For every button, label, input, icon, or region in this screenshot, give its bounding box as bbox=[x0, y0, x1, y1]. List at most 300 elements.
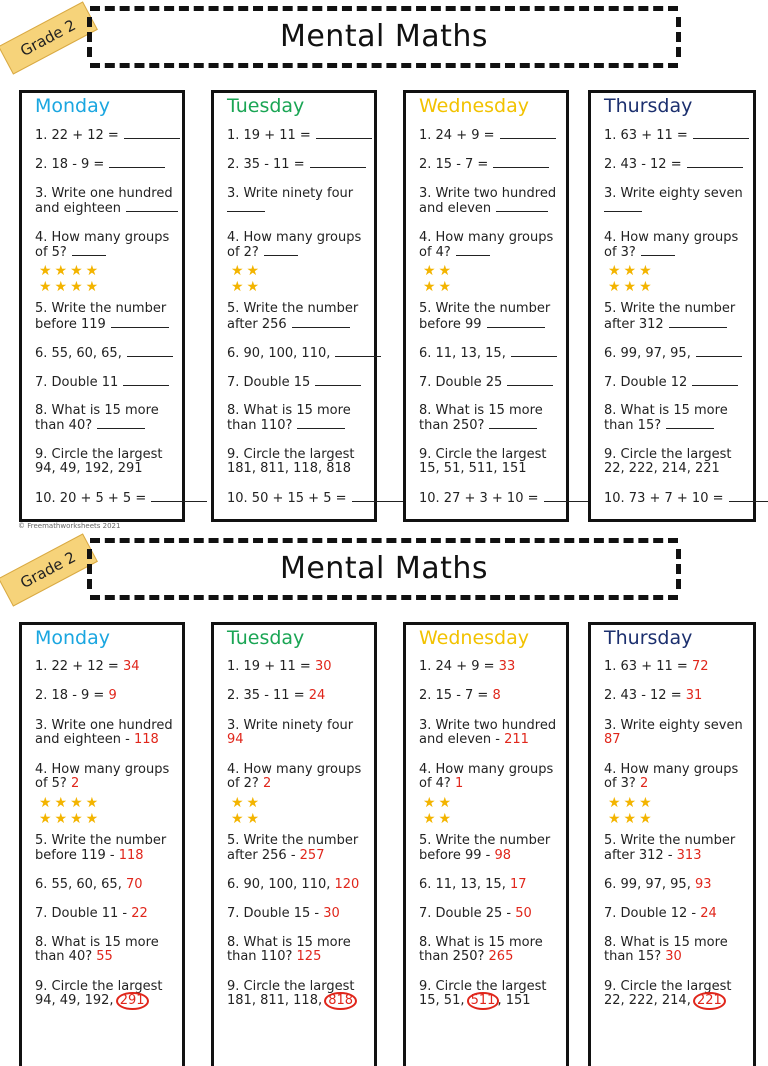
star-group-icon: ★★★★ bbox=[39, 795, 102, 811]
question-text: after 312 bbox=[604, 317, 664, 332]
answer-blank[interactable] bbox=[604, 200, 642, 212]
answer-line bbox=[35, 935, 159, 950]
question-text: than 250? bbox=[419, 949, 489, 964]
question-line bbox=[604, 490, 768, 506]
answer-value: 265 bbox=[488, 949, 514, 964]
question-text: 9. Circle the largest bbox=[227, 447, 355, 462]
star-group-icon: ★★★ bbox=[608, 795, 655, 811]
question-text: 10. 73 + 7 + 10 = bbox=[604, 491, 724, 506]
answer-line bbox=[419, 688, 501, 703]
question-text: 4. How many groups bbox=[35, 762, 170, 777]
question-line bbox=[35, 127, 180, 143]
question-text: of 3? bbox=[604, 776, 640, 791]
question-text: 7. Double 15 bbox=[227, 375, 311, 390]
star-group-icon: ★★ bbox=[231, 263, 263, 279]
answer-line bbox=[419, 848, 511, 863]
star-group-icon: ★★ bbox=[231, 811, 263, 827]
question-text: 9. Circle the largest bbox=[35, 979, 163, 994]
day-heading: Tuesday bbox=[227, 627, 305, 649]
question-text: 2. 43 - 12 = bbox=[604, 157, 682, 172]
question-text: before 119 - bbox=[35, 848, 119, 863]
star-group-icon: ★★ bbox=[423, 795, 455, 811]
answer-blank[interactable] bbox=[729, 490, 768, 502]
answer-value: 55 bbox=[96, 949, 113, 964]
answer-value: 50 bbox=[515, 906, 532, 921]
question-text: 22, 222, 214, bbox=[604, 993, 695, 1008]
answer-line bbox=[604, 776, 648, 791]
question-line bbox=[227, 127, 372, 143]
answer-line bbox=[35, 993, 147, 1008]
answer-line bbox=[35, 659, 139, 674]
question-text: 1. 63 + 11 = bbox=[604, 659, 692, 674]
question-text: 5. Write the number bbox=[227, 833, 359, 848]
answer-line bbox=[227, 718, 353, 733]
answer-blank[interactable] bbox=[127, 345, 173, 357]
answer-value: 98 bbox=[494, 848, 512, 863]
answer-line bbox=[604, 993, 724, 1008]
answer-blank[interactable] bbox=[126, 200, 178, 212]
question-text: after 256 bbox=[227, 317, 287, 332]
question-text: 181, 811, 118, 818 bbox=[227, 461, 352, 476]
answer-line bbox=[604, 762, 738, 777]
star-group-icon: ★★ bbox=[423, 279, 455, 295]
question-line bbox=[604, 447, 731, 462]
answer-line bbox=[227, 877, 359, 892]
answer-line bbox=[227, 762, 361, 777]
answer-line bbox=[604, 949, 682, 964]
answer-blank[interactable] bbox=[72, 244, 106, 256]
question-text: of 5? bbox=[35, 245, 67, 260]
answer-blank[interactable] bbox=[111, 316, 169, 328]
question-text: 6. 99, 97, 95, bbox=[604, 877, 695, 892]
answer-line bbox=[604, 833, 735, 848]
question-text: 1. 63 + 11 = bbox=[604, 128, 688, 143]
answer-value: 2 bbox=[70, 776, 80, 791]
question-text: 5. Write the number bbox=[35, 301, 167, 316]
question-line bbox=[604, 230, 738, 245]
question-line bbox=[35, 186, 173, 201]
question-text: 3. Write eighty seven bbox=[604, 186, 743, 201]
question-text: 1. 22 + 12 = bbox=[35, 128, 119, 143]
day-heading: Thursday bbox=[604, 95, 693, 117]
question-text: than 110? bbox=[227, 949, 297, 964]
question-text: 3. Write one hundred bbox=[35, 718, 173, 733]
question-text: 2. 18 - 9 = bbox=[35, 688, 109, 703]
question-text: of 4? bbox=[419, 776, 455, 791]
question-line bbox=[419, 417, 537, 433]
answer-line bbox=[419, 949, 513, 964]
answer-blank[interactable] bbox=[227, 200, 265, 212]
question-line bbox=[604, 461, 720, 476]
question-text: than 15? bbox=[604, 418, 662, 433]
question-line bbox=[35, 301, 166, 316]
question-text: 1. 19 + 11 = bbox=[227, 659, 315, 674]
question-text: 7. Double 12 - bbox=[604, 906, 701, 921]
question-text: 3. Write one hundred bbox=[35, 186, 173, 201]
question-text: of 3? bbox=[604, 245, 636, 260]
answer-line bbox=[419, 877, 527, 892]
star-group-icon: ★★ bbox=[423, 811, 455, 827]
question-text: 8. What is 15 more bbox=[604, 403, 728, 418]
day-card-tuesday bbox=[211, 90, 377, 522]
question-line bbox=[227, 447, 354, 462]
day-card-thursday bbox=[588, 90, 756, 522]
question-line bbox=[35, 374, 169, 390]
question-line bbox=[35, 490, 207, 506]
question-text: 10. 50 + 15 + 5 = bbox=[227, 491, 347, 506]
answer-blank[interactable] bbox=[641, 244, 675, 256]
answer-value: 93 bbox=[694, 877, 712, 892]
question-line bbox=[604, 127, 749, 143]
answer-blank[interactable] bbox=[493, 156, 549, 168]
question-line bbox=[604, 417, 714, 433]
answer-line bbox=[35, 732, 159, 747]
question-line bbox=[419, 447, 546, 462]
star-group-icon: ★★★★ bbox=[39, 263, 102, 279]
answer-value: 313 bbox=[676, 848, 702, 863]
question-text: 7. Double 11 bbox=[35, 375, 119, 390]
day-heading: Thursday bbox=[604, 627, 693, 649]
answer-value: 211 bbox=[504, 732, 529, 747]
answer-line bbox=[227, 949, 321, 964]
question-text: and eighteen bbox=[35, 201, 122, 216]
answer-blank[interactable] bbox=[687, 156, 743, 168]
question-line bbox=[419, 186, 556, 201]
answer-value: 33 bbox=[498, 659, 516, 674]
answer-blank[interactable] bbox=[316, 127, 372, 139]
question-line bbox=[419, 374, 553, 390]
answer-value: 1 bbox=[454, 776, 464, 791]
question-text: 94, 49, 192, bbox=[35, 993, 118, 1008]
question-line bbox=[604, 403, 728, 418]
page-title: Mental Maths bbox=[279, 19, 489, 54]
question-text: after 312 - bbox=[604, 848, 677, 863]
question-line bbox=[419, 127, 556, 143]
question-line bbox=[35, 345, 173, 361]
answer-line bbox=[35, 776, 79, 791]
answer-line bbox=[35, 877, 143, 892]
question-text: 10. 27 + 3 + 10 = bbox=[419, 491, 539, 506]
day-heading: Monday bbox=[35, 627, 111, 649]
question-text: than 40? bbox=[35, 418, 93, 433]
answer-line bbox=[35, 906, 148, 921]
star-group-icon: ★★★★ bbox=[39, 811, 102, 827]
question-text: 4. How many groups bbox=[604, 230, 739, 245]
question-line bbox=[227, 186, 353, 201]
day-heading: Monday bbox=[35, 95, 111, 117]
question-text: 1. 24 + 9 = bbox=[419, 659, 499, 674]
question-line bbox=[35, 316, 169, 332]
answer-line bbox=[604, 688, 702, 703]
answer-line bbox=[419, 993, 531, 1008]
question-text: 2. 35 - 11 = bbox=[227, 157, 305, 172]
question-line bbox=[35, 403, 159, 418]
question-text: 10. 20 + 5 + 5 = bbox=[35, 491, 147, 506]
question-line bbox=[419, 200, 548, 216]
title-box bbox=[90, 538, 678, 600]
answer-line bbox=[419, 732, 529, 747]
day-heading: Tuesday bbox=[227, 95, 305, 117]
question-text: of 2? bbox=[227, 245, 259, 260]
question-line bbox=[604, 156, 743, 172]
question-text: than 250? bbox=[419, 418, 485, 433]
day-card-wednesday bbox=[403, 90, 569, 522]
day-card-monday bbox=[19, 90, 185, 522]
answer-line bbox=[227, 659, 331, 674]
answer-value: 17 bbox=[509, 877, 527, 892]
question-text-tail: , 151 bbox=[497, 993, 531, 1008]
answer-line bbox=[604, 659, 708, 674]
answer-blank[interactable] bbox=[692, 374, 738, 386]
question-text: 7. Double 15 - bbox=[227, 906, 324, 921]
question-line bbox=[35, 244, 106, 260]
answer-card-wednesday bbox=[403, 622, 569, 1066]
answer-blank[interactable] bbox=[507, 374, 553, 386]
answer-blank[interactable] bbox=[335, 345, 381, 357]
question-line bbox=[419, 316, 545, 332]
answer-blank[interactable] bbox=[123, 374, 169, 386]
answer-value: 30 bbox=[314, 659, 332, 674]
question-text: 7. Double 25 - bbox=[419, 906, 516, 921]
question-text: 6. 55, 60, 65, bbox=[35, 346, 122, 361]
question-line bbox=[419, 345, 557, 361]
answer-line bbox=[227, 833, 358, 848]
answer-blank[interactable] bbox=[456, 244, 490, 256]
answer-card-tuesday bbox=[211, 622, 377, 1066]
question-line bbox=[419, 301, 550, 316]
worksheet-answers bbox=[0, 532, 768, 1064]
question-text: 2. 18 - 9 = bbox=[35, 157, 105, 172]
question-text: 9. Circle the largest bbox=[604, 447, 732, 462]
answer-blank[interactable] bbox=[109, 156, 165, 168]
question-line bbox=[419, 230, 553, 245]
answer-value: 22 bbox=[131, 906, 148, 921]
copyright: © Freemathworksheets 2021 bbox=[18, 522, 121, 530]
answer-blank[interactable] bbox=[693, 127, 749, 139]
question-text: 8. What is 15 more bbox=[419, 935, 543, 950]
question-text: 5. Write the number bbox=[35, 833, 167, 848]
question-text: 8. What is 15 more bbox=[419, 403, 543, 418]
answer-line bbox=[227, 906, 340, 921]
star-group-icon: ★★★★ bbox=[39, 279, 102, 295]
answer-blank[interactable] bbox=[310, 156, 366, 168]
question-text: 3. Write ninety four bbox=[227, 718, 354, 733]
question-line bbox=[35, 461, 143, 476]
question-text: 6. 90, 100, 110, bbox=[227, 877, 335, 892]
answer-line bbox=[419, 906, 532, 921]
answer-blank[interactable] bbox=[97, 417, 145, 429]
question-text: 6. 55, 60, 65, bbox=[35, 877, 126, 892]
question-line bbox=[604, 244, 675, 260]
star-group-icon: ★★★ bbox=[608, 279, 655, 295]
question-text: 5. Write the number bbox=[419, 301, 551, 316]
answer-line bbox=[35, 762, 169, 777]
question-text: 8. What is 15 more bbox=[35, 403, 159, 418]
answer-line bbox=[35, 833, 166, 848]
question-text: 2. 15 - 7 = bbox=[419, 688, 493, 703]
question-text: 3. Write eighty seven bbox=[604, 718, 743, 733]
question-text: 2. 43 - 12 = bbox=[604, 688, 686, 703]
question-text: 7. Double 25 bbox=[419, 375, 503, 390]
question-text: 8. What is 15 more bbox=[227, 403, 351, 418]
question-line bbox=[419, 403, 543, 418]
answer-blank[interactable] bbox=[315, 374, 361, 386]
answer-value: 30 bbox=[665, 949, 682, 964]
question-line bbox=[604, 301, 735, 316]
answer-blank[interactable] bbox=[489, 417, 537, 429]
question-line bbox=[35, 447, 162, 462]
question-text: 3. Write ninety four bbox=[227, 186, 354, 201]
question-text: than 15? bbox=[604, 949, 666, 964]
question-text: 3. Write two hundred bbox=[419, 718, 557, 733]
question-line bbox=[227, 490, 408, 506]
question-line bbox=[419, 244, 490, 260]
question-text: 8. What is 15 more bbox=[227, 935, 351, 950]
answer-value: 257 bbox=[299, 848, 325, 863]
day-heading: Wednesday bbox=[419, 95, 530, 117]
question-text: before 119 bbox=[35, 317, 106, 332]
answer-line bbox=[227, 688, 325, 703]
question-text: 1. 19 + 11 = bbox=[227, 128, 311, 143]
question-text: 6. 11, 13, 15, bbox=[419, 877, 510, 892]
question-line bbox=[604, 316, 727, 332]
answer-line bbox=[419, 718, 556, 733]
answer-line bbox=[604, 877, 712, 892]
question-line bbox=[604, 186, 743, 201]
question-text: 5. Write the number bbox=[227, 301, 359, 316]
question-line bbox=[227, 374, 361, 390]
question-text: 9. Circle the largest bbox=[419, 447, 547, 462]
question-text: 4. How many groups bbox=[35, 230, 170, 245]
answer-blank[interactable] bbox=[500, 127, 556, 139]
question-line bbox=[35, 417, 145, 433]
question-text: 6. 99, 97, 95, bbox=[604, 346, 691, 361]
answer-blank[interactable] bbox=[487, 316, 545, 328]
answer-value: 70 bbox=[125, 877, 143, 892]
question-line bbox=[227, 461, 351, 476]
star-group-icon: ★★ bbox=[423, 263, 455, 279]
answer-line bbox=[419, 935, 543, 950]
star-group-icon: ★★ bbox=[231, 795, 263, 811]
answer-value: 30 bbox=[323, 906, 340, 921]
question-text: of 4? bbox=[419, 245, 451, 260]
answer-blank[interactable] bbox=[496, 200, 548, 212]
question-text: of 2? bbox=[227, 776, 263, 791]
question-line bbox=[419, 461, 527, 476]
question-text: 8. What is 15 more bbox=[604, 935, 728, 950]
question-text: 4. How many groups bbox=[227, 230, 362, 245]
question-line bbox=[227, 316, 350, 332]
answer-blank[interactable] bbox=[669, 316, 727, 328]
answer-value: 34 bbox=[122, 659, 140, 674]
question-text: and eleven - bbox=[419, 732, 505, 747]
question-text: 181, 811, 118, bbox=[227, 993, 327, 1008]
question-text: 1. 22 + 12 = bbox=[35, 659, 123, 674]
title-box bbox=[90, 6, 678, 68]
answer-line bbox=[419, 833, 550, 848]
answer-value: 72 bbox=[691, 659, 709, 674]
question-text: 2. 35 - 11 = bbox=[227, 688, 309, 703]
answer-value: 94 bbox=[227, 732, 244, 747]
question-text: and eighteen - bbox=[35, 732, 134, 747]
answer-line bbox=[35, 949, 113, 964]
circled-answer: 221 bbox=[693, 992, 726, 1010]
answer-line bbox=[35, 848, 144, 863]
answer-blank[interactable] bbox=[292, 316, 350, 328]
circled-answer: 291 bbox=[116, 992, 149, 1010]
question-text: 2. 15 - 7 = bbox=[419, 157, 489, 172]
question-line bbox=[35, 230, 169, 245]
answer-line bbox=[419, 659, 515, 674]
answer-line bbox=[35, 718, 173, 733]
question-text: 4. How many groups bbox=[419, 762, 554, 777]
answer-blank[interactable] bbox=[151, 490, 207, 502]
answer-blank[interactable] bbox=[511, 345, 557, 357]
answer-value: 24 bbox=[308, 688, 326, 703]
answer-blank[interactable] bbox=[352, 490, 408, 502]
question-text: 6. 11, 13, 15, bbox=[419, 346, 506, 361]
question-text: 7. Double 11 - bbox=[35, 906, 132, 921]
answer-value: 87 bbox=[604, 732, 621, 747]
circled-answer: 818 bbox=[324, 992, 357, 1010]
answer-line bbox=[604, 935, 728, 950]
answer-line bbox=[604, 906, 717, 921]
answer-line bbox=[35, 979, 162, 994]
question-line bbox=[419, 490, 600, 506]
answer-value: 125 bbox=[296, 949, 322, 964]
question-text: 5. Write the number bbox=[604, 301, 736, 316]
answer-value: 120 bbox=[334, 877, 360, 892]
question-text: than 40? bbox=[35, 949, 97, 964]
answer-blank[interactable] bbox=[297, 417, 345, 429]
answer-blank[interactable] bbox=[696, 345, 742, 357]
answer-value: 2 bbox=[639, 776, 649, 791]
answer-value: 31 bbox=[685, 688, 703, 703]
question-line bbox=[35, 156, 165, 172]
answer-line bbox=[419, 762, 553, 777]
question-text: and eleven bbox=[419, 201, 492, 216]
page-title: Mental Maths bbox=[279, 551, 489, 586]
grade-label: Grade 2 bbox=[0, 1, 98, 74]
question-text: 9. Circle the largest bbox=[604, 979, 732, 994]
answer-card-monday bbox=[19, 622, 185, 1066]
question-line bbox=[227, 345, 381, 361]
question-text: 4. How many groups bbox=[227, 762, 362, 777]
answer-line bbox=[227, 776, 271, 791]
question-text: 94, 49, 192, 291 bbox=[35, 461, 143, 476]
answer-line bbox=[419, 776, 463, 791]
answer-value: 118 bbox=[118, 848, 144, 863]
question-text: than 110? bbox=[227, 418, 293, 433]
answer-blank[interactable] bbox=[666, 417, 714, 429]
question-line bbox=[35, 200, 178, 216]
question-line bbox=[227, 244, 298, 260]
question-text: 22, 222, 214, 221 bbox=[604, 461, 720, 476]
question-text: 9. Circle the largest bbox=[227, 979, 355, 994]
star-group-icon: ★★★ bbox=[608, 811, 655, 827]
question-line bbox=[227, 230, 361, 245]
question-text: of 5? bbox=[35, 776, 71, 791]
question-text: 5. Write the number bbox=[604, 833, 736, 848]
question-line bbox=[419, 156, 549, 172]
answer-value: 9 bbox=[108, 688, 117, 703]
question-text: 15, 51, bbox=[419, 993, 469, 1008]
question-line bbox=[604, 345, 742, 361]
question-line bbox=[604, 200, 642, 216]
answer-blank[interactable] bbox=[124, 127, 180, 139]
answer-blank[interactable] bbox=[264, 244, 298, 256]
question-text: 7. Double 12 bbox=[604, 375, 688, 390]
